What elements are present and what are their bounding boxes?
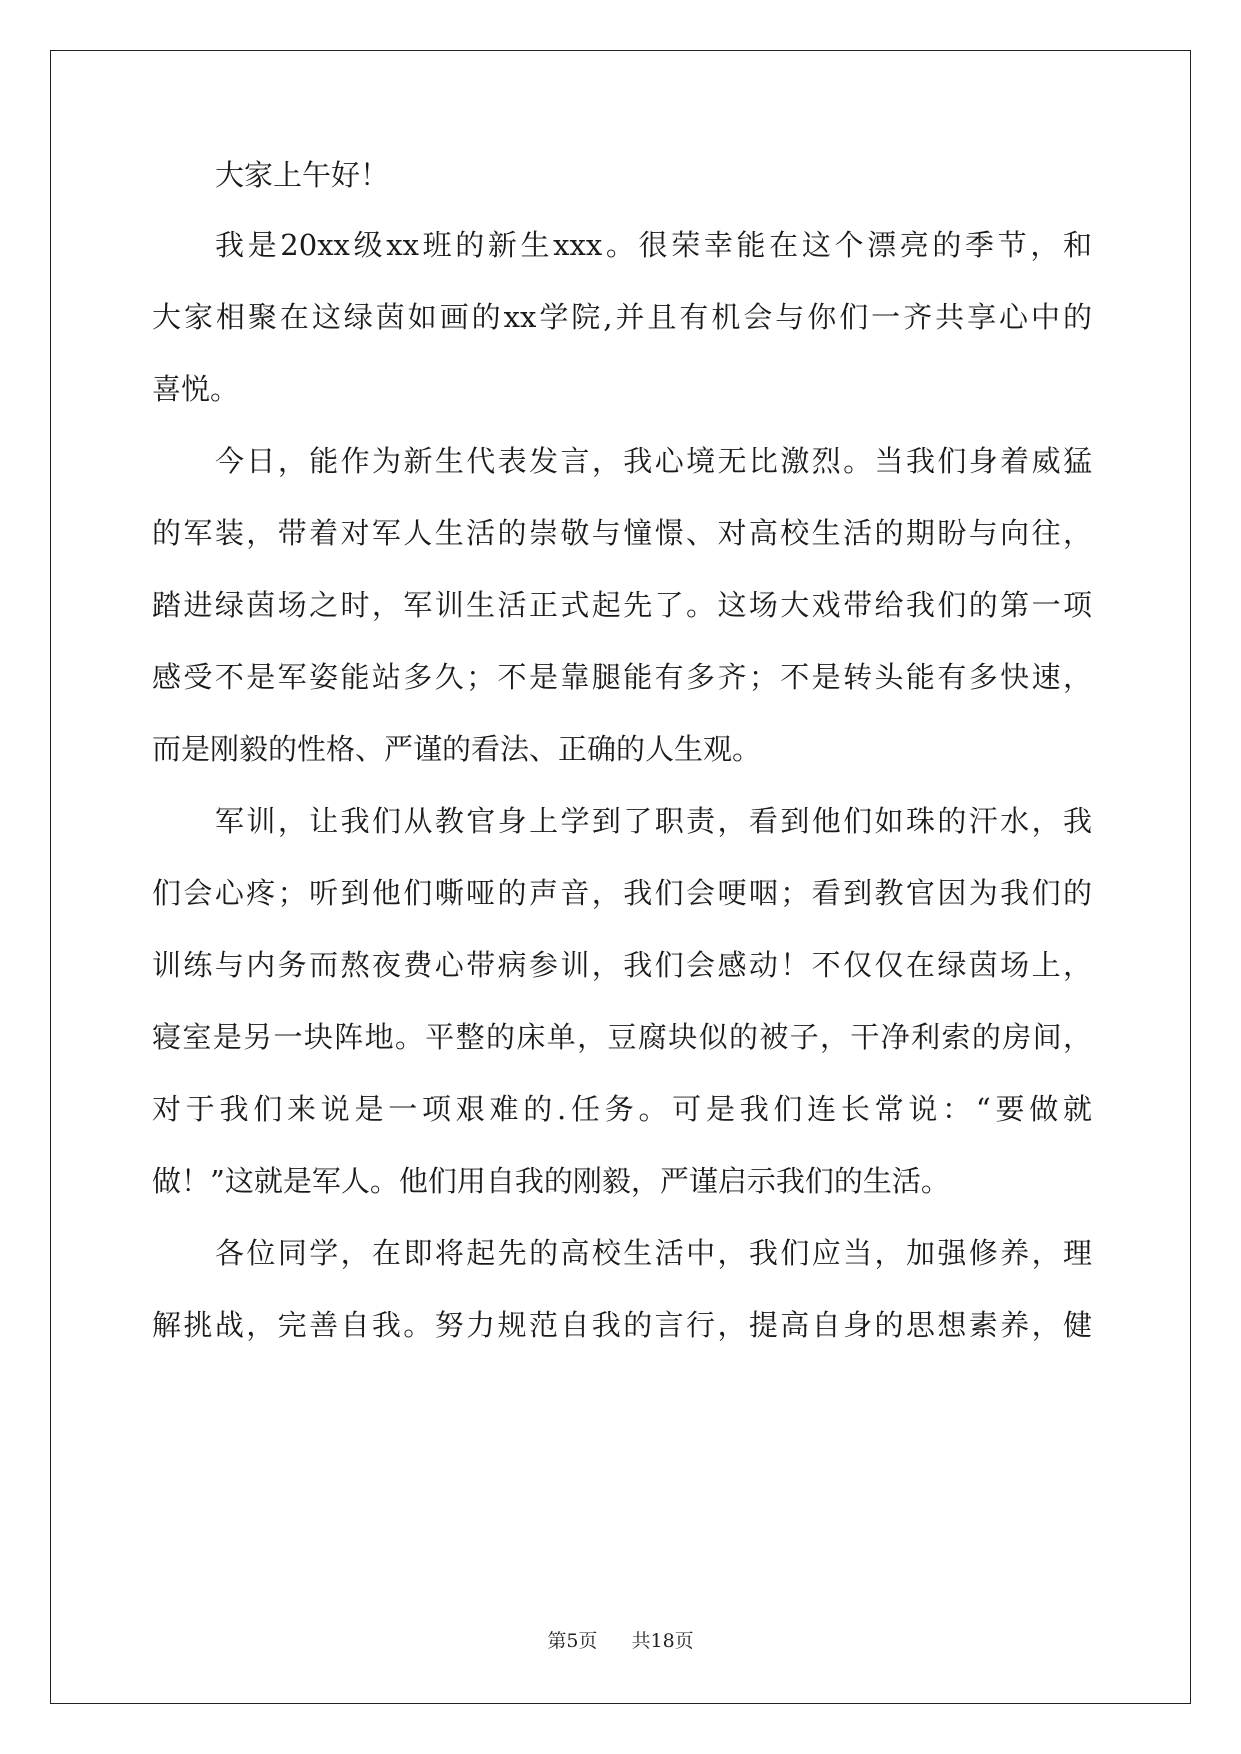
page-number: 第5页 (547, 1630, 598, 1652)
paragraph-4-line-2: 解挑战，完善自我。努力规范自我的言行，提高自身的思想素养，健 (152, 1308, 1092, 1342)
greeting-line: 大家上午好！ (215, 158, 390, 192)
paragraph-2-line-2: 的军装，带着对军人生活的崇敬与憧憬、对高校生活的期盼与向往， (152, 516, 1092, 550)
paragraph-1-line-3: 喜悦。 (152, 372, 240, 406)
paragraph-2-line-1: 今日，能作为新生代表发言，我心境无比激烈。当我们身着威猛 (215, 444, 1092, 478)
paragraph-4-line-1: 各位同学，在即将起先的高校生活中，我们应当，加强修养，理 (215, 1236, 1092, 1270)
paragraph-3-line-2: 们会心疼；听到他们嘶哑的声音，我们会哽咽；看到教官因为我们的 (152, 876, 1092, 910)
paragraph-2-line-4: 感受不是军姿能站多久；不是靠腿能有多齐；不是转头能有多快速， (152, 660, 1092, 694)
paragraph-3-line-6: 做！”这就是军人。他们用自我的刚毅，严谨启示我们的生活。 (152, 1164, 950, 1198)
paragraph-2-line-3: 踏进绿茵场之时，军训生活正式起先了。这场大戏带给我们的第一项 (152, 588, 1092, 622)
page-footer (0, 1629, 1241, 1653)
paragraph-1-line-1: 我是20xx级xx班的新生xxx。很荣幸能在这个漂亮的季节，和 (215, 228, 1092, 262)
paragraph-1-line-2: 大家相聚在这绿茵如画的xx学院,并且有机会与你们一齐共享心中的 (152, 300, 1092, 334)
paragraph-3-line-3: 训练与内务而熬夜费心带病参训，我们会感动！不仅仅在绿茵场上， (152, 948, 1092, 982)
paragraph-3-line-1: 军训，让我们从教官身上学到了职责，看到他们如珠的汗水，我 (215, 804, 1092, 838)
total-pages: 共18页 (631, 1630, 694, 1652)
paragraph-3-line-5: 对于我们来说是一项艰难的.任务。可是我们连长常说：“要做就 (152, 1092, 1092, 1126)
paragraph-2-line-5: 而是刚毅的性格、严谨的看法、正确的人生观。 (152, 732, 762, 766)
paragraph-3-line-4: 寝室是另一块阵地。平整的床单，豆腐块似的被子，干净利索的房间， (152, 1020, 1092, 1054)
